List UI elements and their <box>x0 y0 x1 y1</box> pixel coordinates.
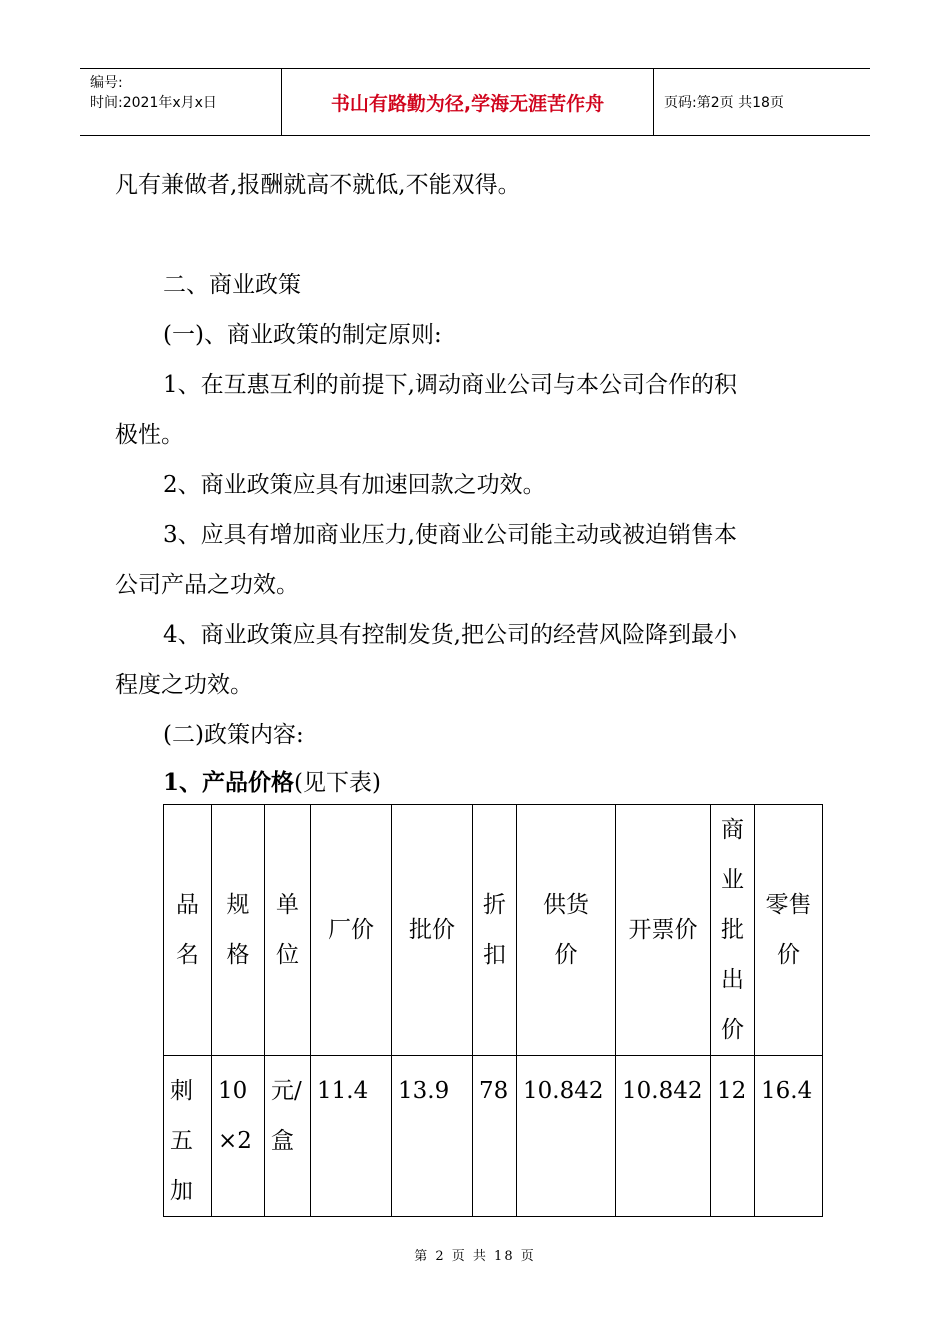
th-commercial-price: 商业批出价 <box>711 805 755 1056</box>
cell-name: 刺五加 <box>164 1056 212 1217</box>
table-header-row <box>164 805 823 1056</box>
th-supply-price: 供货价 <box>517 805 616 1056</box>
item-3-line-b: 公司产品之功效。 <box>115 572 299 598</box>
subsection-principles: (一)、商业政策的制定原则: <box>163 322 442 348</box>
cell-spec: 10×2 <box>212 1056 265 1217</box>
cell-retail-price: 16.4 <box>755 1056 823 1217</box>
header-number: 编号: <box>90 75 123 91</box>
page-footer: 第 2 页 共 18 页 <box>414 1249 536 1264</box>
th-unit: 单位 <box>265 805 311 1056</box>
header-meta <box>80 69 282 135</box>
th-discount: 折扣 <box>473 805 517 1056</box>
paragraph-line1: 凡有兼做者,报酬就高不就低,不能双得。 <box>115 172 521 198</box>
table-row <box>164 1056 823 1217</box>
th-invoice-price: 开票价 <box>616 805 711 1056</box>
item-3-line-a: 3、应具有增加商业压力,使商业公司能主动或被迫销售本 <box>163 522 737 548</box>
section-title: 二、商业政策 <box>163 272 301 298</box>
header-page-info: 页码:第2页 共18页 <box>664 95 784 111</box>
item-2: 2、商业政策应具有加速回款之功效。 <box>163 472 546 498</box>
item-4-line-a: 4、商业政策应具有控制发货,把公司的经营风险降到最小 <box>163 622 737 648</box>
cell-invoice-price: 10.842 <box>616 1056 711 1217</box>
cell-factory-price: 11.4 <box>311 1056 392 1217</box>
price-heading-bold: 1、产品价格 <box>163 769 295 796</box>
cell-wholesale-price: 13.9 <box>392 1056 473 1217</box>
th-factory-price: 厂价 <box>311 805 392 1056</box>
price-heading <box>163 768 381 798</box>
cell-supply-price: 10.842 <box>517 1056 616 1217</box>
item-4-line-b: 程度之功效。 <box>115 672 253 698</box>
header-date: 时间:2021年x月x日 <box>90 95 217 111</box>
item-1-line-b: 极性。 <box>115 422 184 448</box>
cell-discount: 78 <box>473 1056 517 1217</box>
th-name: 品名 <box>164 805 212 1056</box>
price-table <box>163 804 823 1217</box>
th-spec: 规格 <box>212 805 265 1056</box>
document-header <box>80 68 870 136</box>
cell-unit: 元/盒 <box>265 1056 311 1217</box>
th-wholesale-price: 批价 <box>392 805 473 1056</box>
item-1-line-a: 1、在互惠互利的前提下,调动商业公司与本公司合作的积 <box>163 372 737 398</box>
subsection-content: (二)政策内容: <box>163 722 304 748</box>
price-heading-note: (见下表) <box>294 770 381 796</box>
header-motto: 书山有路勤为径,学海无涯苦作舟 <box>282 69 654 135</box>
th-retail-price: 零售价 <box>755 805 823 1056</box>
cell-commercial-price: 12 <box>711 1056 755 1217</box>
